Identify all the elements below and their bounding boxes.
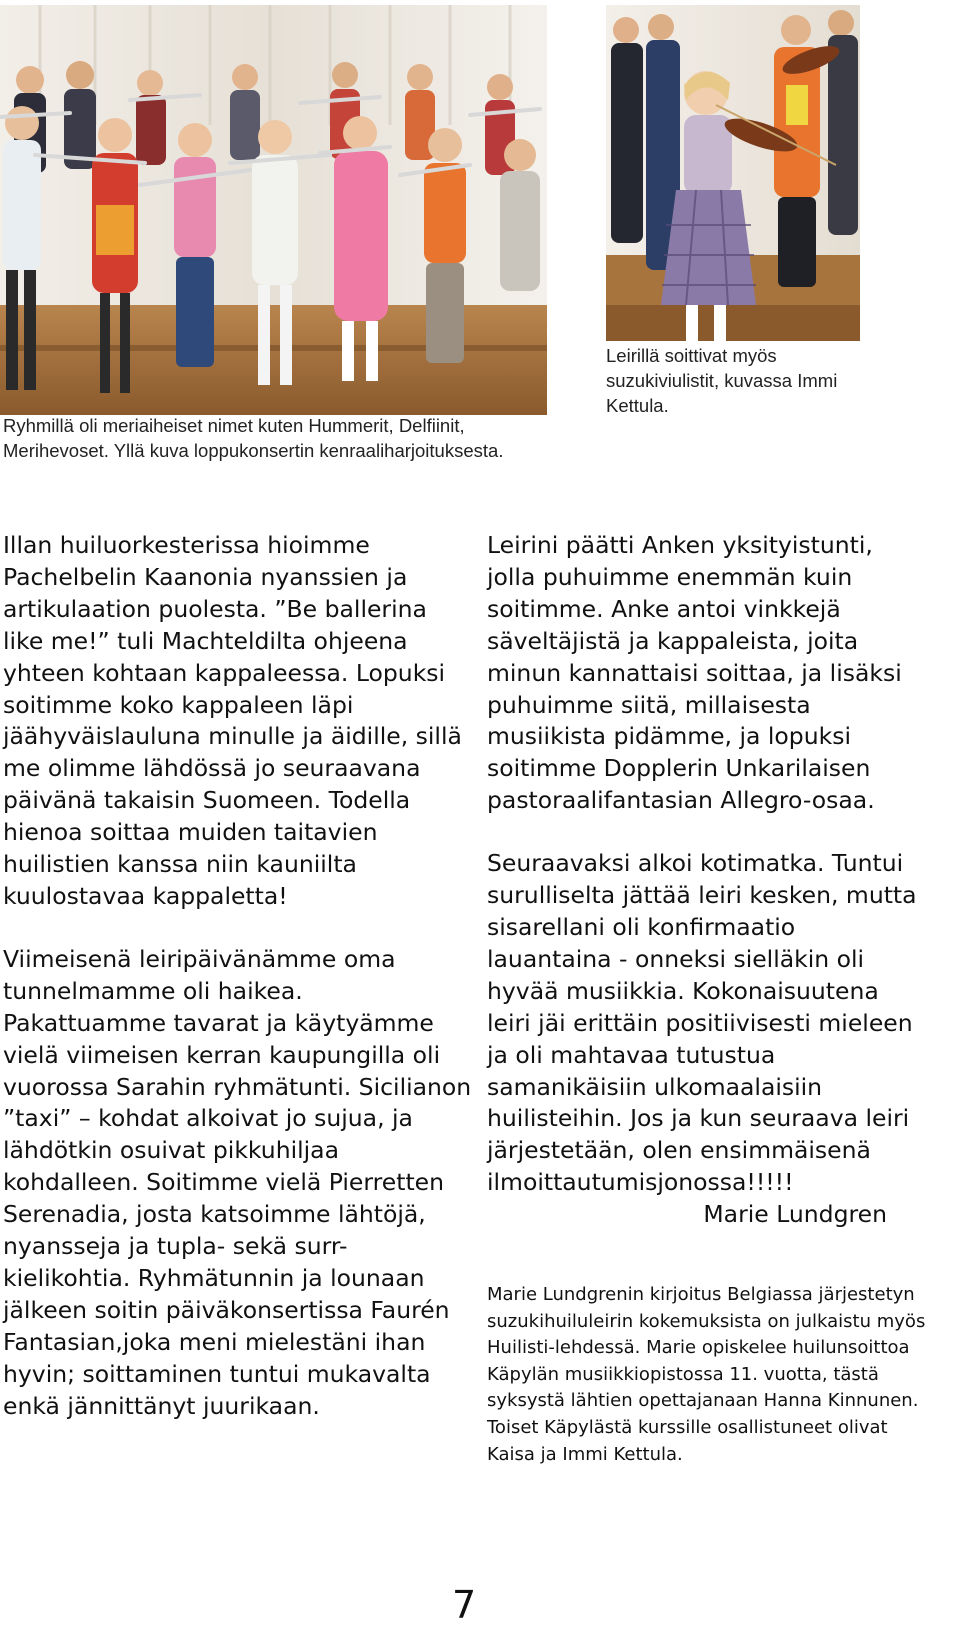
page-number: 7 [452, 1583, 477, 1627]
flute-group-caption: Ryhmillä oli meriaiheiset nimet kuten Hummerit, Delfiinit, Merihevoset. Yllä kuva loppukonsertin kenraaliharjoituksesta. [3, 415, 504, 461]
violinist-illustration [606, 5, 860, 341]
author-signature: Marie Lundgren [703, 1200, 887, 1229]
flute-group-photo [0, 5, 547, 415]
article-paragraph: Viimeisenä leiripäivänämme oma tunnelmamme oli haikea. Pakattuamme tavarat ja käytyämme vielä viimeisen kerran kaupungilla oli vuorossa Sarahin ryhmätunti. Sicilianon ”taxi” – kohdat alkoivat jo sujua, ja lähdötkin osuivat pikkuhiljaa kohdalleen. Soitimme vielä Pierretten Serenadia, josta katsoimme lähtöjä, nyansseja ja tupla- sekä surr-kielikohtia. Ryhmätunnin ja lounaan jälkeen soitin päiväkonsertissa Faurén Fantasian,joka meni mielestäni ihan hyvin; soittaminen tuntui mukavalta enkä jännittänyt juurikaan. [3, 944, 472, 1420]
article-right-column [487, 530, 927, 1231]
violinist-caption: Leirillä soittivat myös suzukiviulistit, kuvassa Immi Kettula. [606, 345, 838, 416]
flute-group-illustration [0, 5, 547, 415]
article-paragraph: Leirini päätti Anken yksityistunti, jolla puhuimme enemmän kuin soitimme. Anke antoi vinkkejä säveltäjistä ja kappaleista, joita minun kannattaisi soittaa, ja lisäksi puhuimme siitä, millaisesta musiikista pidämme, ja lopuksi soitimme Dopplerin Unkarilaisen pastoraalifantasian Allegro-osaa. [487, 531, 902, 815]
violinist-photo [606, 5, 860, 341]
article-left-column [3, 530, 473, 1422]
article-paragraph: Seuraavaksi alkoi kotimatka. Tuntui surulliselta jättää leiri kesken, mutta sisarellani oli konfirmaatio lauantaina - onneksi sielläkin oli hyvää musiikkia. Kokonaisuutena leiri jäi erittäin positiivisesti mieleen ja oli mahtavaa tutustua samanikäisiin ulkomaalaisiin huilisteihin. Jos ja kun seuraava leiri järjestetään, olen ensimmäisenä ilmoittautumisjonossa!!!!! [487, 849, 917, 1197]
article-paragraph: Illan huiluorkesterissa hioimme Pachelbelin Kaanonia nyanssien ja artikulaation puolesta. ”Be ballerina like me!” tuli Machteldilta ohjeena yhteen kohtaan kappaleessa. Lopuksi soitimme koko kappaleen läpi jäähyväislauluna minulle ja äidille, sillä me olimme lähdössä jo seuraavana päivänä takaisin Suomeen. Todella hienoa soittaa muiden taitavien huilistien kanssa niin kauniilta kuulostavaa kappaletta! [3, 531, 462, 910]
author-note: Marie Lundgrenin kirjoitus Belgiassa järjestetyn suzukihuiluleirin kokemuksista on julkaistu myös Huilisti-lehdessä. Marie opiskelee huilunsoittoa Käpylän musiikkiopistossa 11. vuotta, tästä syksystä lähtien opettajanaan Hanna Kinnunen. Toiset Käpylästä kurssille osallistuneet olivat Kaisa ja Immi Kettula. [487, 1284, 926, 1465]
